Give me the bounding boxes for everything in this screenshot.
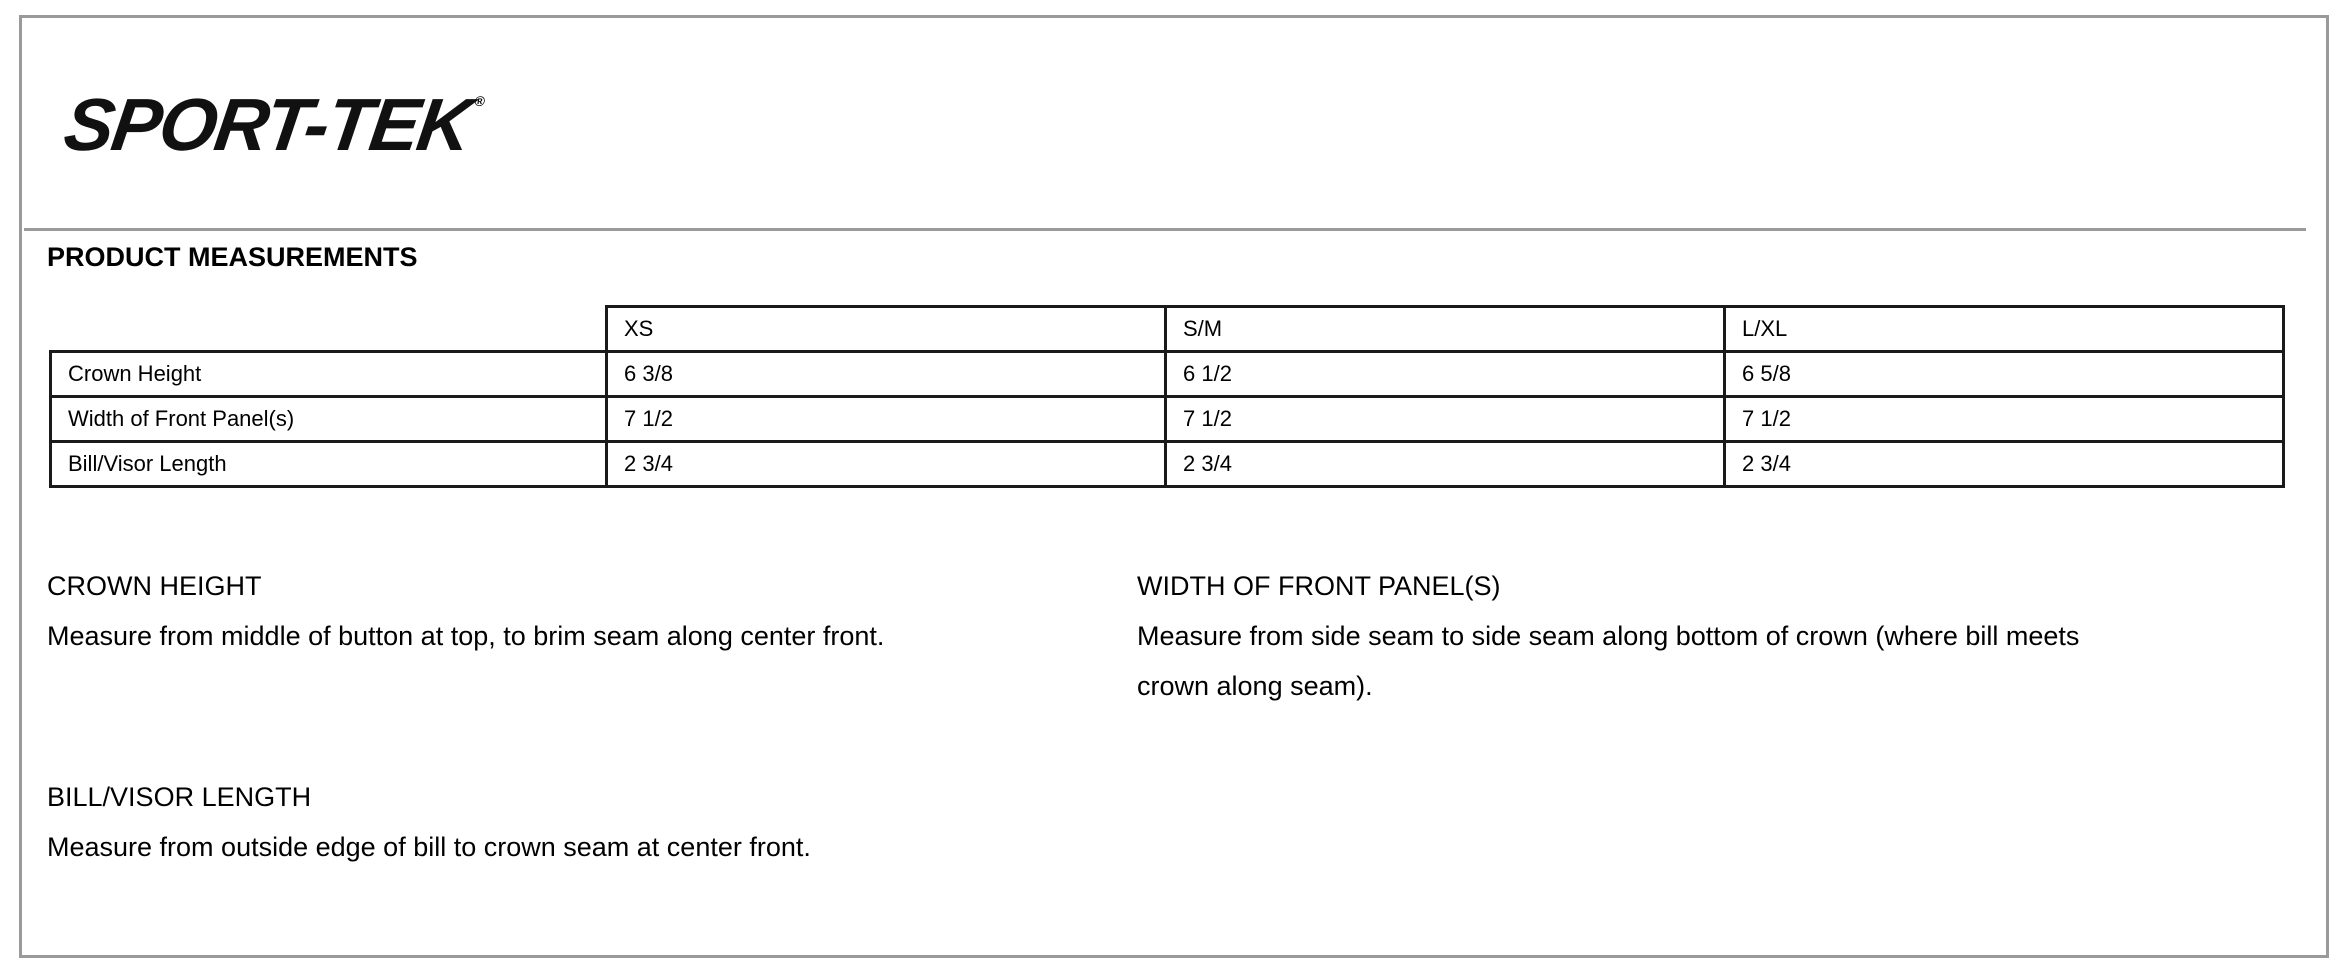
table-cell: 2 3/4 bbox=[607, 442, 1166, 487]
table-cell: 2 3/4 bbox=[1166, 442, 1725, 487]
width-front-panel-description-line-1: Measure from side seam to side seam along bottom of crown (where bill meets bbox=[1137, 621, 2080, 651]
table-row bbox=[51, 397, 2284, 442]
bill-visor-length-description: Measure from outside edge of bill to crown seam at center front. bbox=[47, 832, 811, 862]
bill-visor-length-heading: BILL/VISOR LENGTH bbox=[47, 782, 312, 812]
table-row bbox=[51, 442, 2284, 487]
table-row bbox=[51, 352, 2284, 397]
column-header: L/XL bbox=[1725, 307, 2284, 352]
width-front-panel-heading: WIDTH OF FRONT PANEL(S) bbox=[1137, 571, 1501, 601]
table-header-row bbox=[51, 307, 2284, 352]
width-front-panel-description-line-2: crown along seam). bbox=[1137, 671, 1373, 701]
table-cell: 6 3/8 bbox=[607, 352, 1166, 397]
header-divider bbox=[24, 228, 2306, 231]
brand-logo-text: SPORT-TEK bbox=[59, 83, 476, 166]
brand-logo bbox=[59, 83, 485, 166]
column-header: XS bbox=[607, 307, 1166, 352]
table-cell: 7 1/2 bbox=[1166, 397, 1725, 442]
table-cell: 2 3/4 bbox=[1725, 442, 2284, 487]
table-corner-cell bbox=[51, 307, 607, 352]
row-label: Bill/Visor Length bbox=[51, 442, 607, 487]
table-cell: 6 5/8 bbox=[1725, 352, 2284, 397]
crown-height-heading: CROWN HEIGHT bbox=[47, 571, 262, 601]
crown-height-description: Measure from middle of button at top, to brim seam along center front. bbox=[47, 621, 885, 651]
section-title: PRODUCT MEASUREMENTS bbox=[47, 242, 418, 272]
row-label: Width of Front Panel(s) bbox=[51, 397, 607, 442]
measurement-table bbox=[49, 305, 2285, 488]
table-cell: 7 1/2 bbox=[1725, 397, 2284, 442]
column-header: S/M bbox=[1166, 307, 1725, 352]
row-label: Crown Height bbox=[51, 352, 607, 397]
table-cell: 6 1/2 bbox=[1166, 352, 1725, 397]
registered-mark: ® bbox=[473, 93, 485, 109]
table-cell: 7 1/2 bbox=[607, 397, 1166, 442]
